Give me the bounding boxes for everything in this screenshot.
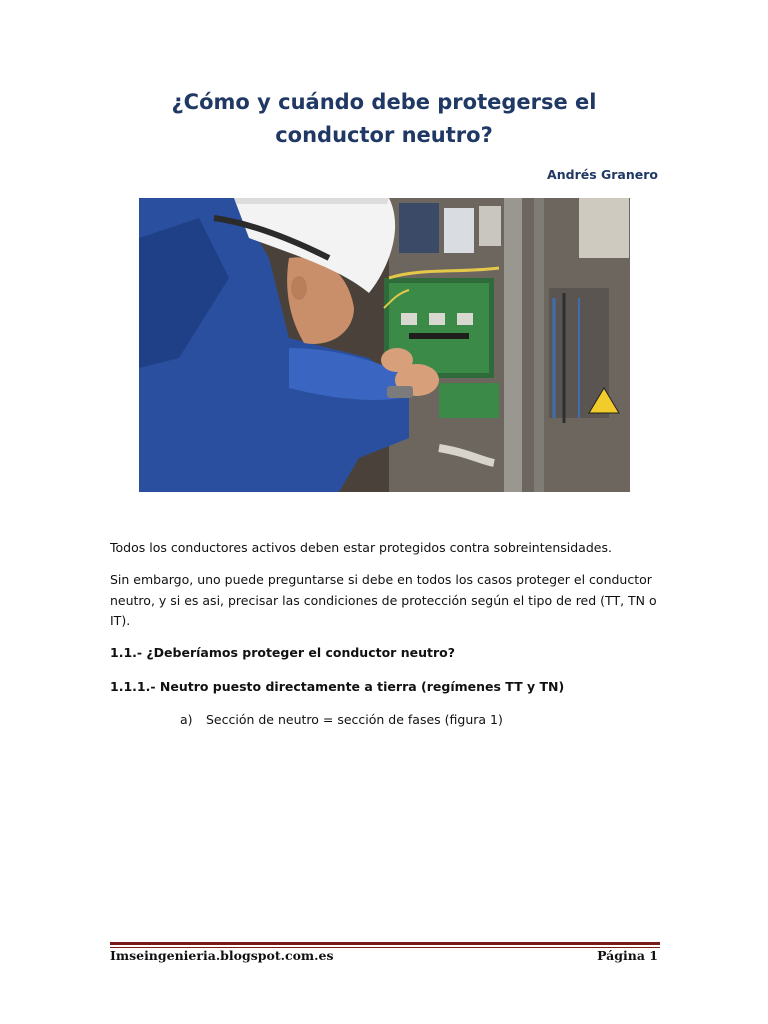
footer-page-number: Página 1 <box>597 948 658 963</box>
author-name: Andrés Granero <box>547 167 658 182</box>
paragraph-2: Sin embargo, uno puede preguntarse si debe en todos los casos proteger el conductor neutro, y si es asi, precisar las condiciones de protección según el tipo de red (TT, TN o IT). <box>110 572 657 628</box>
list-item-text: Sección de neutro = sección de fases (figura 1) <box>205 712 503 727</box>
footer-site: Imseingenieria.blogspot.com.es <box>110 948 334 963</box>
list-marker: a) <box>180 712 193 727</box>
page-title: ¿Cómo y cuándo debe protegerse el conductor neutro? <box>171 90 597 147</box>
section-heading: 1.1.- ¿Deberíamos proteger el conductor neutro? <box>110 645 455 660</box>
subsection-heading: 1.1.1.- Neutro puesto directamente a tierra (regímenes TT y TN) <box>110 679 565 694</box>
paragraph-1: Todos los conductores activos deben estar protegidos contra sobreintensidades. <box>110 540 612 555</box>
list-item <box>180 710 660 731</box>
electrician-photo <box>139 198 630 492</box>
